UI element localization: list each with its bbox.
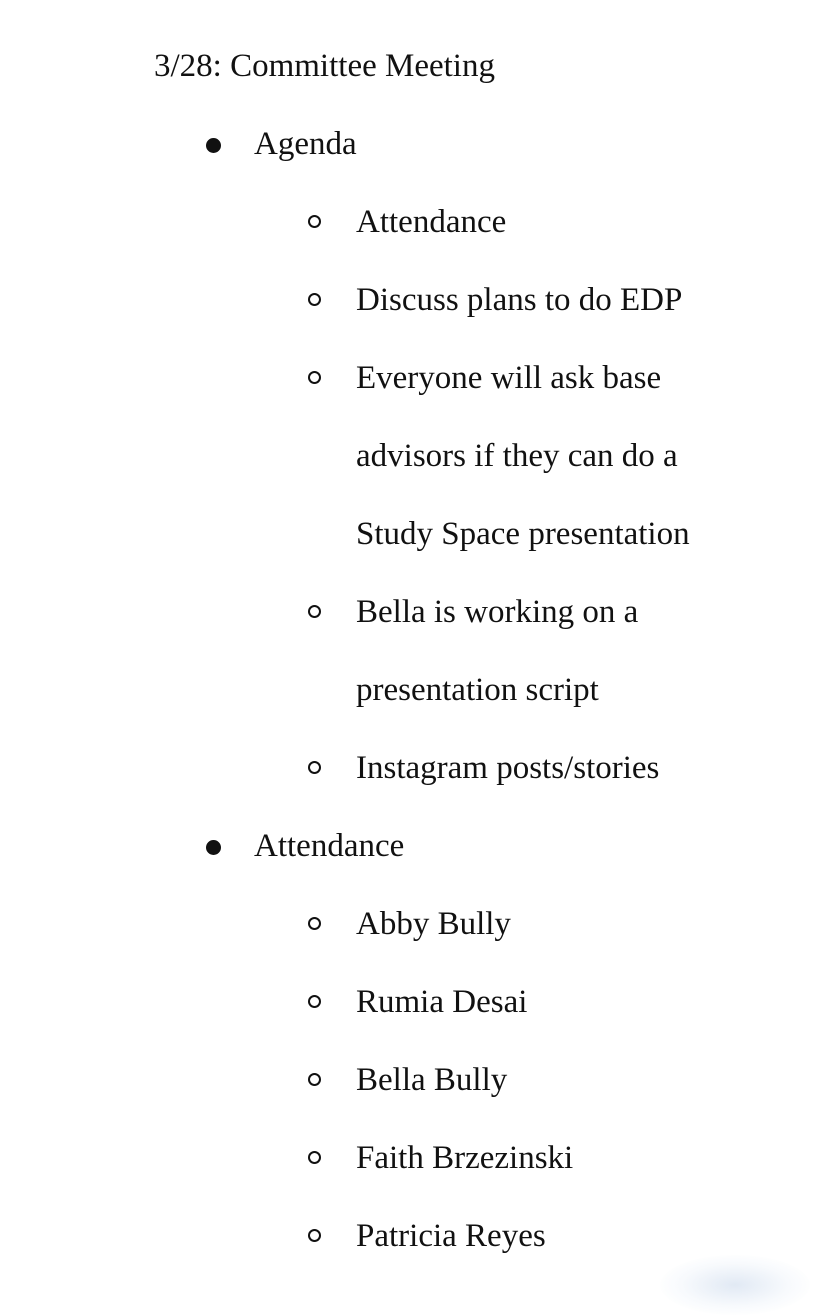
agenda-item-line: Attendance xyxy=(356,204,507,240)
agenda-item-line: Instagram posts/stories xyxy=(356,750,660,786)
attendee-name: Abby Bully xyxy=(356,906,511,942)
agenda-item-line: Everyone will ask base xyxy=(356,360,662,396)
filled-bullet-icon xyxy=(206,138,221,153)
attendee-name: Patricia Reyes xyxy=(356,1218,546,1254)
section-heading-agenda: Agenda xyxy=(254,126,357,162)
hollow-bullet-icon xyxy=(308,917,321,930)
attendee-name: Faith Brzezinski xyxy=(356,1140,574,1176)
floating-button-shadow xyxy=(660,1255,810,1315)
hollow-bullet-icon xyxy=(308,371,321,384)
hollow-bullet-icon xyxy=(308,1073,321,1086)
hollow-bullet-icon xyxy=(308,1229,321,1242)
section-heading-attendance: Attendance xyxy=(254,828,405,864)
agenda-item-line: Study Space presentation xyxy=(356,516,690,552)
hollow-bullet-icon xyxy=(308,995,321,1008)
agenda-item-line: presentation script xyxy=(356,672,599,708)
hollow-bullet-icon xyxy=(308,215,321,228)
page-title: 3/28: Committee Meeting xyxy=(154,48,495,84)
filled-bullet-icon xyxy=(206,840,221,855)
agenda-item-line: Bella is working on a xyxy=(356,594,639,630)
agenda-item-line: advisors if they can do a xyxy=(356,438,678,474)
attendee-name: Rumia Desai xyxy=(356,984,528,1020)
hollow-bullet-icon xyxy=(308,605,321,618)
hollow-bullet-icon xyxy=(308,761,321,774)
hollow-bullet-icon xyxy=(308,1151,321,1164)
attendee-name: Bella Bully xyxy=(356,1062,508,1098)
hollow-bullet-icon xyxy=(308,293,321,306)
agenda-item-line: Discuss plans to do EDP xyxy=(356,282,683,318)
